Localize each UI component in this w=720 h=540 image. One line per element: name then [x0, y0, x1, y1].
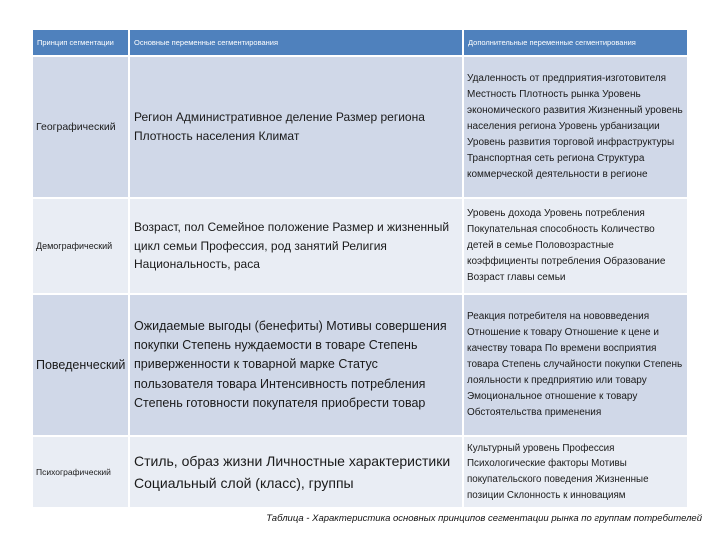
table-row-demographic: [33, 199, 687, 295]
table-row-behavioral: [33, 295, 687, 437]
row-extra-variables: Реакция потребителя на нововведения Отношение к товару Отношение к цене и качеству товара По времени восприятия товара Степень случайности покупки Степень лояльности к предприятию или товару Эмоциональное отношение к товару Обстоятельства применения: [467, 311, 683, 418]
header-main-variables: Основные переменные сегментирования: [130, 30, 464, 55]
header-extra-variables: Дополнительные переменные сегментирования: [468, 38, 636, 47]
table-header-row: [33, 30, 687, 57]
row-main-variables: Стиль, образ жизни Личностные характеристики Социальный слой (класс), группы: [130, 437, 464, 507]
row-extra-variables: Уровень дохода Уровень потребления Покупательная способность Количество детей в семье Половозрастные коэффициенты потребления Образование Возраст главы семьи: [467, 208, 666, 283]
row-main-variables: Регион Административное деление Размер региона Плотность населения Климат: [130, 57, 464, 197]
table-row-geographic: [33, 57, 687, 199]
segmentation-table: [33, 30, 687, 509]
table-row-psychographic: [33, 437, 687, 509]
row-principle-name: Демографический: [33, 199, 130, 293]
table-caption: Таблица - Характеристика основных принципов сегментации рынка по группам потребителей: [266, 513, 702, 524]
row-main-variables: Ожидаемые выгоды (бенефиты) Мотивы совершения покупки Степень нуждаемости в товаре Степень приверженности к товарной марке Статус пользователя товара Интенсивность потребления Степень готовности покупателя приобрести товар: [130, 295, 464, 435]
header-principle: Принцип сегментации: [33, 30, 130, 55]
row-principle-name: Психографический: [33, 437, 130, 507]
row-extra-variables: Удаленность от предприятия-изготовителя Местность Плотность рынка Уровень экономического развития Жизненный уровень населения региона Уровень урбанизации Уровень развития торговой инфраструктуры Транспортная сеть региона Структура коммерческой деятельности в регионе: [467, 73, 683, 180]
row-principle-name: Поведенческий: [33, 295, 130, 435]
row-principle-name: Географический: [33, 57, 130, 197]
row-main-variables: Возраст, пол Семейное положение Размер и жизненный цикл семьи Профессия, род занятий Религия Национальность, раса: [130, 199, 464, 293]
row-extra-variables: Культурный уровень Профессия Психологические факторы Мотивы покупательского поведения Жизненные позиции Склонность к инновациям: [467, 442, 649, 501]
